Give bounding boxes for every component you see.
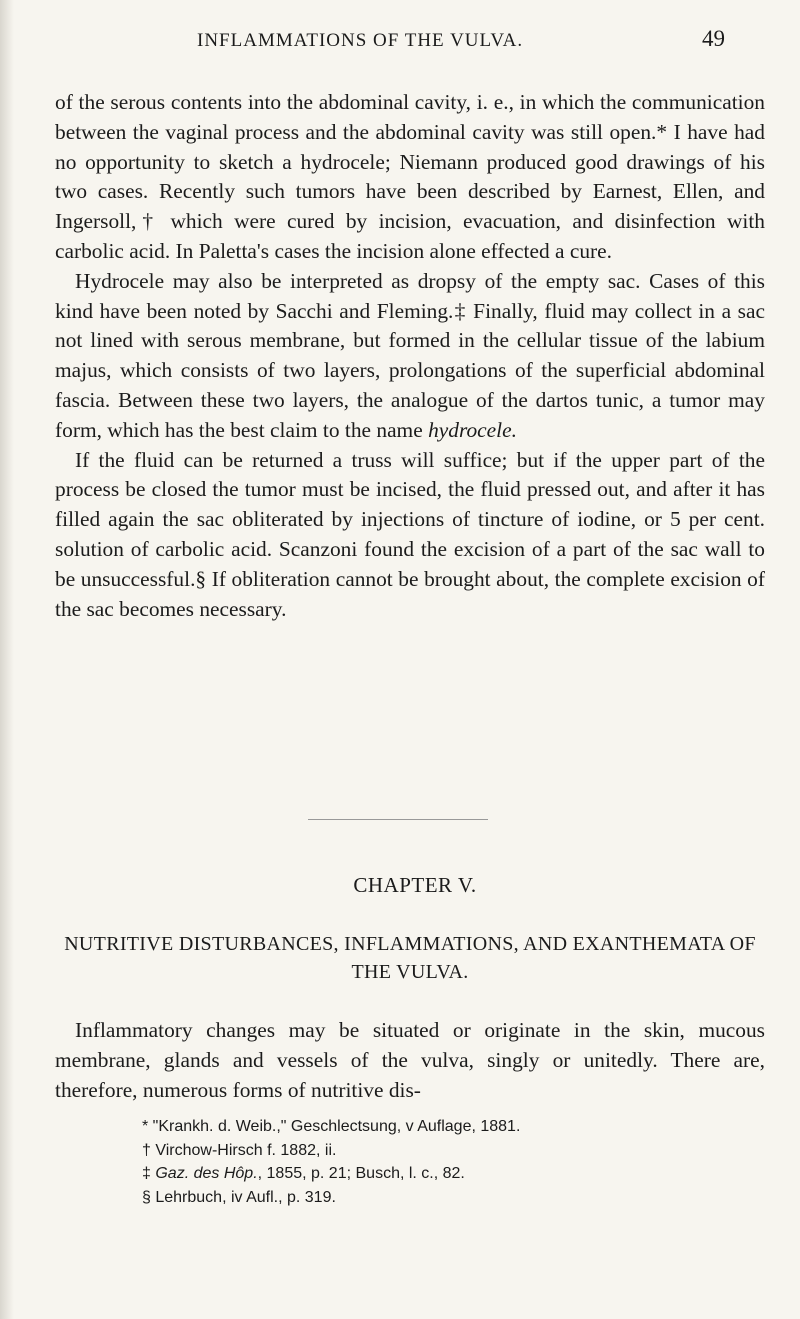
page-number: 49 (702, 26, 725, 51)
section-divider (308, 819, 488, 820)
footnote (142, 1162, 762, 1186)
footnote-text: , 1855, p. 21; Busch, l. c., 82. (257, 1165, 465, 1182)
chapter-number: CHAPTER V. (353, 873, 477, 897)
chapter-title: NUTRITIVE DISTURBANCES, INFLAMMATIONS, AND EXANTHEMATA OF THE VULVA. (64, 933, 756, 983)
paragraph-text: Hydrocele may also be interpreted as dropsy of the empty sac. Cases of this kind have been noted by Sacchi and Fleming.‡ Finally, fluid may collect in a sac not lined with serous membrane, but formed in the cellular tissue of the labium majus, which consists of two layers, prolongations of the superficial abdominal fascia. Between these two layers, the analogue of the dartos tunic, a tumor may form, which has the best claim to the name (55, 268, 765, 442)
footnote: § Lehrbuch, iv Aufl., p. 319. (142, 1188, 336, 1206)
paragraph: of the serous contents into the abdominal cavity, i. e., in which the communication between the vaginal process and the abdominal cavity was still open.* I have had no opportunity to sketch a hydrocele; Niemann produced good drawings of his two cases. Recently such tumors have been described by Earnest, Ellen, and Ingersoll,† which were cured by incision, evacuation, and disinfection with carbolic acid. In Paletta's cases the incision alone effected a cure. (55, 90, 765, 263)
footnote: * "Krankh. d. Weib.," Geschlectsung, v Auflage, 1881. (142, 1118, 521, 1135)
chapter-paragraph: Inflammatory changes may be situated or originate in the skin, mucous membrane, glands and vessels of the vulva, singly or unitedly. There are, therefore, numerous forms of nutritive dis- (55, 1018, 765, 1102)
footnote-italic: Gaz. des Hôp. (155, 1165, 258, 1182)
paragraph (55, 267, 765, 446)
footnotes (142, 1115, 762, 1209)
running-title: INFLAMMATIONS OF THE VULVA. (197, 30, 524, 51)
footnote-marker: ‡ (142, 1165, 151, 1182)
body-text (55, 88, 765, 624)
footnote: † Virchow-Hirsch f. 1882, ii. (142, 1141, 337, 1159)
page-edge-shadow (0, 0, 14, 1319)
italic-term: hydrocele. (428, 417, 517, 442)
paragraph: If the fluid can be returned a truss will suffice; but if the upper part of the process be closed the tumor must be incised, the fluid pressed out, and after it has filled again the sac obliterated by injections of tincture of iodine, or 5 per cent. solution of carbolic acid. Scanzoni found the excision of a part of the sac wall to be unsuccessful.§ If obliteration cannot be brought about, the complete excision of the sac becomes necessary. (55, 447, 765, 621)
